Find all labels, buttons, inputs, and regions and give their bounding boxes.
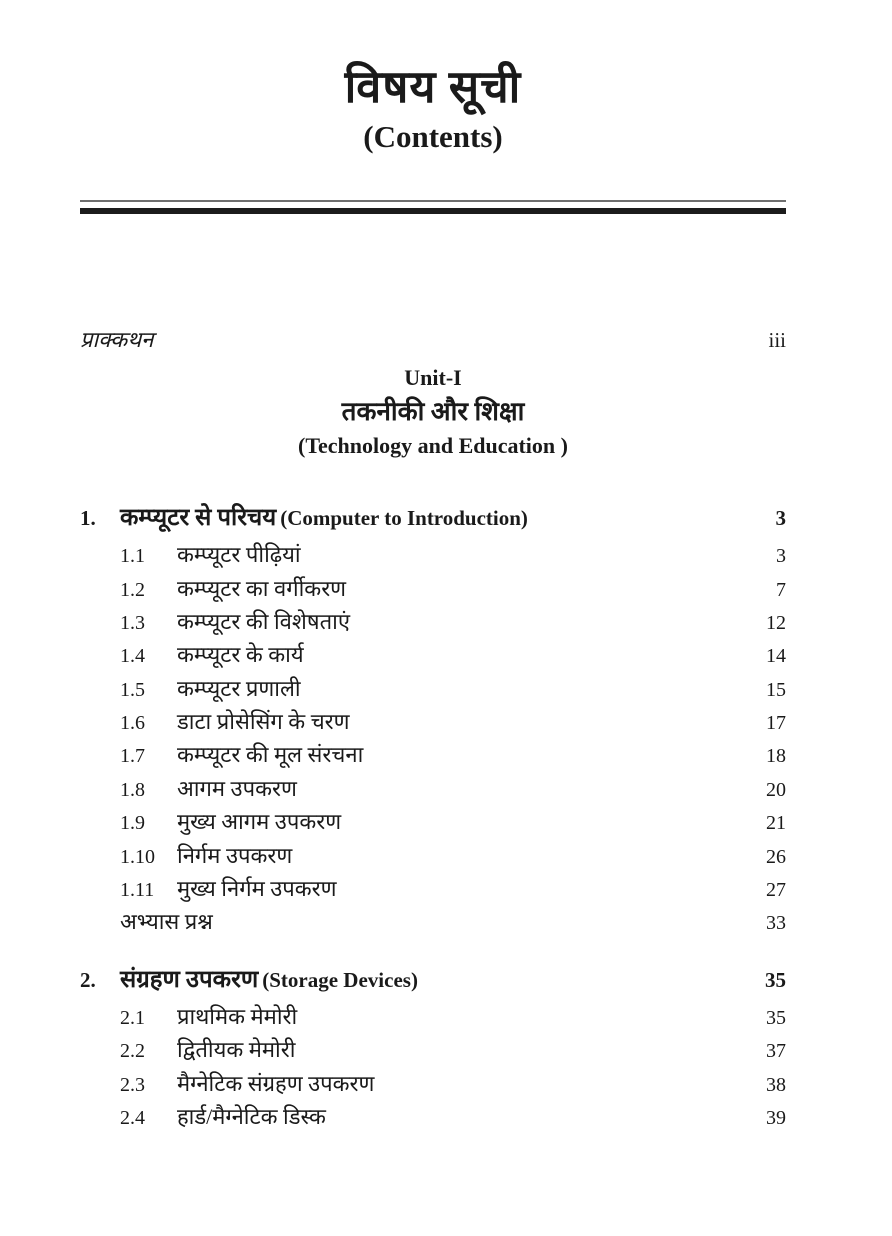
preface-page-number: iii: [768, 327, 786, 352]
entry-number: 1.6: [120, 712, 145, 735]
chapter-title-hindi: कम्प्यूटर से परिचय: [120, 505, 277, 532]
entry-page-number: 12: [766, 611, 786, 634]
entry-title: कम्प्यूटर की मूल संरचना: [177, 742, 364, 768]
chapter-1-heading: [80, 500, 786, 533]
entry-title: कम्प्यूटर का वर्गीकरण: [177, 575, 347, 601]
chapter-number: 2.: [80, 967, 96, 992]
toc-entry: [80, 706, 786, 739]
entry-number: 2.2: [120, 1040, 145, 1063]
toc-entry: [80, 873, 786, 906]
entry-number: 2.1: [120, 1006, 145, 1029]
chapter-title: [120, 500, 776, 533]
chapter-2-heading: [80, 962, 786, 995]
chapter-title-english: (Storage Devices): [262, 967, 418, 992]
entry-page-number: 20: [766, 778, 786, 801]
entry-page-number: 14: [766, 645, 786, 668]
entry-title: आगम उपकरण: [177, 775, 297, 801]
chapter-2: [80, 962, 786, 1135]
unit-title-hindi: तकनीकी और शिक्षा: [341, 397, 525, 427]
entry-title: कम्प्यूटर की विशेषताएं: [177, 608, 350, 634]
toc-entry: [80, 1068, 786, 1101]
entry-page-number: 21: [766, 812, 786, 835]
entry-title: मुख्य आगम उपकरण: [177, 809, 342, 835]
content-column: [80, 0, 786, 1134]
entry-page-number: 33: [766, 912, 786, 935]
rule-thick: [80, 208, 786, 214]
entry-number: 1.8: [120, 778, 145, 801]
page-header: [80, 0, 786, 154]
chapter-number: 1.: [80, 506, 96, 531]
entry-page-number: 7: [776, 578, 786, 601]
entry-number: 2.3: [120, 1073, 145, 1096]
toc-entry: [80, 840, 786, 873]
entry-page-number: 3: [776, 545, 786, 568]
entry-title: मुख्य निर्गम उपकरण: [177, 876, 337, 902]
entry-number: 1.1: [120, 545, 145, 568]
entry-number: 1.2: [120, 578, 145, 601]
preface-label: प्राक्कथन: [80, 326, 154, 352]
toc-entry: [80, 1001, 786, 1034]
page-title-hindi: विषय सूची: [344, 62, 522, 112]
entry-title: कम्प्यूटर के कार्य: [177, 642, 304, 668]
toc-entry: [80, 739, 786, 772]
chapter-2-items: [80, 1001, 786, 1135]
unit-title-english: (Technology and Education ): [298, 432, 568, 458]
entry-number: 1.10: [120, 845, 155, 868]
toc-entry: [80, 1101, 786, 1134]
chapter-title-english: (Computer to Introduction): [280, 506, 528, 531]
entry-number: 1.3: [120, 611, 145, 634]
entry-number: 1.4: [120, 645, 145, 668]
toc-entry: [80, 606, 786, 639]
chapter-page-number: 35: [765, 967, 786, 992]
chapter-page-number: 3: [775, 506, 786, 531]
chapter-title-hindi: संग्रहण उपकरण: [120, 966, 259, 993]
entry-title: अभ्यास प्रश्न: [120, 909, 213, 935]
chapter-1: [80, 500, 786, 940]
entry-page-number: 15: [766, 678, 786, 701]
entry-page-number: 39: [766, 1106, 786, 1129]
chapter-title: [120, 962, 765, 995]
entry-title: हार्ड/मैग्नेटिक डिस्क: [177, 1103, 326, 1129]
front-matter-row: [80, 324, 786, 354]
entry-title: डाटा प्रोसेसिंग के चरण: [177, 709, 350, 735]
entry-number: 1.11: [120, 879, 155, 902]
entry-title: द्वितीयक मेमोरी: [177, 1037, 296, 1063]
entry-number: 1.9: [120, 812, 145, 835]
toc-entry: [80, 573, 786, 606]
toc-entry: [80, 639, 786, 672]
toc-entry: [80, 673, 786, 706]
toc-entry: [80, 539, 786, 572]
entry-page-number: 26: [766, 845, 786, 868]
entry-page-number: 17: [766, 712, 786, 735]
entry-page-number: 27: [766, 879, 786, 902]
unit-name: Unit-I: [404, 364, 462, 390]
entry-page-number: 38: [766, 1073, 786, 1096]
entry-page-number: 18: [766, 745, 786, 768]
page-title-english: (Contents): [363, 118, 503, 154]
entry-page-number: 37: [766, 1040, 786, 1063]
entry-title: प्राथमिक मेमोरी: [177, 1003, 298, 1029]
entry-number: 1.7: [120, 745, 145, 768]
toc-entry-exercise: [80, 906, 786, 939]
entry-number: 1.5: [120, 678, 145, 701]
header-double-rule: [80, 200, 786, 214]
chapter-1-items: [80, 539, 786, 940]
entry-title: कम्प्यूटर प्रणाली: [177, 675, 301, 701]
entry-number: 2.4: [120, 1106, 145, 1129]
entry-title: कम्प्यूटर पीढ़ियां: [177, 542, 301, 568]
toc-entry: [80, 773, 786, 806]
unit-header: [80, 364, 786, 460]
entry-page-number: 35: [766, 1006, 786, 1029]
toc-entry: [80, 806, 786, 839]
entry-title: मैग्नेटिक संग्रहण उपकरण: [177, 1070, 375, 1096]
entry-title: निर्गम उपकरण: [177, 842, 293, 868]
toc-entry: [80, 1034, 786, 1067]
